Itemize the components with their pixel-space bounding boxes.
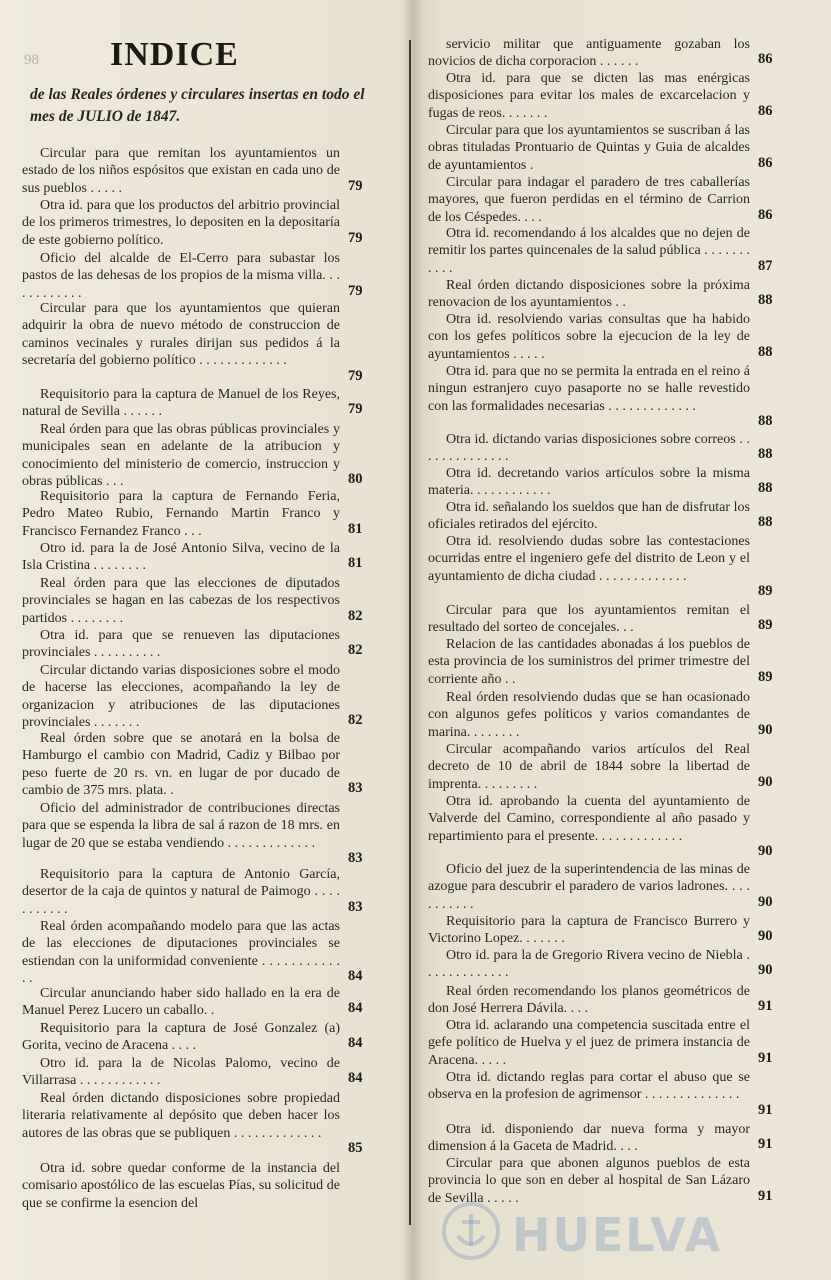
right-page-number: 86 (758, 102, 773, 119)
left-page-number: 79 (348, 367, 363, 384)
right-page-number: 90 (758, 928, 773, 945)
right-page-number: 89 (758, 668, 773, 685)
right-entry: Circular para que los ayuntamientos se suscriban á las obras tituladas Prontuario de Quintas y Guia de alcaldes de ayuntamientos . (428, 123, 750, 173)
left-page-number: 81 (348, 555, 363, 572)
right-page-number: 86 (758, 51, 773, 68)
left-page-number: 84 (348, 1035, 363, 1052)
right-entry: servicio militar que antiguamente gozaban los novicios de dicha corporacion . . . . . . (428, 37, 750, 70)
right-page-number: 90 (758, 773, 773, 790)
right-entry: Circular acompañando varios artículos del Real decreto de 10 de abril de 1844 sobre la libertad de imprenta. . . . . . . . . (428, 742, 750, 792)
right-entry: Oficio del juez de la superintendencia de las minas de azogue para descubrir el paradero de varios ladrones. . . . . . . . . . . (428, 862, 750, 912)
right-entry: Real órden resolviendo dudas que se han ocasionado con algunos gefes políticos y varios comandantes de marina. . . . . . . . (428, 690, 750, 740)
left-page-number: 83 (348, 780, 363, 797)
right-page-number: 90 (758, 962, 773, 979)
right-page-number: 90 (758, 893, 773, 910)
left-entry: Oficio del alcalde de El-Cerro para subastar los pastos de las dehesas de los propios de la misma villa. . . . . . . . . . . . (22, 251, 340, 301)
right-entry: Otra id. resolviendo varias consultas que ha habido con los gefes políticos sobre la ejecucion de la ley de ayuntamientos . . . . . (428, 312, 750, 362)
right-entry: Otra id. dictando reglas para cortar el abuso que se observa en la profesion de agrimensor . . . . . . . . . . . . . . (428, 1070, 750, 1103)
right-entry: Requisitorio para la captura de Francisco Burrero y Victorino Lopez. . . . . . . (428, 914, 750, 947)
right-page-number: 87 (758, 257, 773, 274)
left-page-number: 84 (348, 1070, 363, 1087)
anchor-seal-icon (440, 1200, 502, 1262)
right-entry: Otra id. disponiendo dar nueva forma y mayor dimension á la Gaceta de Madrid. . . . (428, 1122, 750, 1155)
left-entry: Real órden dictando disposiciones sobre propiedad literaria relativamente al depósito que deben hacer los autores de las obras que se publiquen . . . . . . . . . . . . . (22, 1091, 340, 1141)
left-entry: Requisitorio para la captura de Fernando Feria, Pedro Mateo Rubio, Fernando Martin Franco y Francisco Fernandez Franco . . . (22, 489, 340, 539)
left-entry: Requisitorio para la captura de José Gonzalez (a) Gorita, vecino de Aracena . . . . (22, 1021, 340, 1054)
right-entry: Otro id. para la de Gregorio Rivera vecino de Niebla . . . . . . . . . . . . . (428, 948, 750, 981)
left-page-number: 80 (348, 471, 363, 488)
page-subtitle: de las Reales órdenes y circulares insertas en todo el mes de JULIO de 1847. (30, 86, 365, 125)
left-entry: Circular anunciando haber sido hallado en la era de Manuel Perez Lucero un caballo. . (22, 986, 340, 1019)
left-entry: Real órden para que las obras públicas provinciales y municipales sean en adelante de la atribucion y conocimiento del ministerio de comercio, instruccion y obras públicas . . . (22, 422, 340, 490)
left-page-number: 83 (348, 898, 363, 915)
left-page-number: 82 (348, 607, 363, 624)
right-page-number: 90 (758, 721, 773, 738)
right-entry: Otra id. para que se dicten las mas enérgicas disposiciones para evitar los males de excarcelacion y fugas de reos. . . . . . . (428, 71, 750, 121)
left-entry: Otra id. sobre quedar conforme de la instancia del comisario apostólico de las escuelas Pías, su solicitud de que se confirme la esencion del (22, 1161, 340, 1211)
left-entry: Requisitorio para la captura de Manuel de los Reyes, natural de Sevilla . . . . . . (22, 387, 340, 420)
left-page-number: 79 (348, 229, 363, 246)
right-entry: Otra id. señalando los sueldos que han de disfrutar los oficiales retirados del ejército. (428, 500, 750, 533)
left-entry: Real órden sobre que se anotará en la bolsa de Hamburgo el cambio con Madrid, Cadiz y Bilbao por peso fuerte de 20 rs. vn. en lugar de por ducado de cambio de 375 mrs. plata. . (22, 731, 340, 799)
left-entry: Requisitorio para la captura de Antonio García, desertor de la caja de quintos y natural de Paimogo . . . . . . . . . . . (22, 867, 340, 917)
left-page-number: 85 (348, 1140, 363, 1157)
page-gutter (403, 0, 423, 1280)
left-page-number: 79 (348, 401, 363, 418)
right-entry: Circular para que los ayuntamientos remitan el resultado del sorteo de concejales. . . (428, 603, 750, 636)
left-page-number: 82 (348, 642, 363, 659)
left-page-number: 81 (348, 520, 363, 537)
watermark (440, 1200, 770, 1270)
right-page-number: 88 (758, 446, 773, 463)
right-entry: Relacion de las cantidades abonadas á los pueblos de esta provincia de los suministros del primer trimestre del corriente año . . (428, 637, 750, 687)
left-entry: Circular dictando varias disposiciones sobre el modo de hacerse las elecciones, acompañando la ley de organizacion y atribuciones de las diputaciones provinciales . . . . . . . (22, 663, 340, 731)
left-entry: Real órden acompañando modelo para que las actas de las elecciones de diputaciones provinciales se estiendan con la uniformidad conveniente . . . . . . . . . . . . . (22, 919, 340, 987)
left-entry: Otro id. para la de José Antonio Silva, vecino de la Isla Cristina . . . . . . . . (22, 541, 340, 574)
left-page-number: 84 (348, 968, 363, 985)
left-page-number: 84 (348, 1000, 363, 1017)
right-page-number: 88 (758, 480, 773, 497)
right-entry: Otra id. aprobando la cuenta del ayuntamiento de Valverde del Camino, correspondiente al año pasado y repartimiento para el presente. . . . . . . . . . . . . (428, 794, 750, 844)
page-title: INDICE (110, 36, 239, 73)
right-page-number: 88 (758, 413, 773, 430)
column-divider (409, 40, 411, 1225)
right-page-number: 88 (758, 292, 773, 309)
right-entry: Otra id. decretando varios artículos sobre la misma materia. . . . . . . . . . . . (428, 466, 750, 499)
right-page-number: 91 (758, 1101, 773, 1118)
right-page-number: 91 (758, 1187, 773, 1204)
right-entry: Otra id. resolviendo dudas sobre las contestaciones ocurridas entre el ingeniero gefe del distrito de Leon y el ayuntamiento de dicha ciudad . . . . . . . . . . . . . (428, 534, 750, 584)
right-page-number: 88 (758, 514, 773, 531)
right-page-number: 91 (758, 1049, 773, 1066)
right-entry: Otra id. para que no se permita la entrada en el reino á ningun estranjero cuyo pasaporte no se halle revestido con las formalidades necesarias . . . . . . . . . . . . . (428, 364, 750, 414)
left-entry: Real órden para que las elecciones de diputados provinciales se hagan en las cabezas de los respectivos partidos . . . . . . . . (22, 576, 340, 626)
left-page-number: 79 (348, 282, 363, 299)
right-page-number: 90 (758, 843, 773, 860)
page-number: 98 (24, 52, 39, 68)
right-page-number: 89 (758, 583, 773, 600)
right-entry: Circular para que abonen algunos pueblos de esta provincia lo que son en deber al hospital de San Lázaro de Sevilla . . . . . (428, 1156, 750, 1206)
left-entry: Otra id. para que se renueven las diputaciones provinciales . . . . . . . . . . (22, 628, 340, 661)
right-entry: Real órden dictando disposiciones sobre la próxima renovacion de los ayuntamientos . . (428, 278, 750, 311)
right-page-number: 91 (758, 998, 773, 1015)
left-entry: Otra id. para que los productos del arbitrio provincial de los primeros trimestres, lo depositen en la depositaría de este gobierno político. (22, 198, 340, 248)
left-page-number: 82 (348, 712, 363, 729)
watermark-text: HUELVA (512, 1208, 723, 1262)
left-page-number: 83 (348, 850, 363, 867)
left-entry: Circular para que remitan los ayuntamientos un estado de los niños espósitos que existan en cada uno de sus pueblos . . . . . (22, 146, 340, 196)
right-page-number: 88 (758, 343, 773, 360)
right-entry: Otra id. dictando varias disposiciones sobre correos . . . . . . . . . . . . . . (428, 432, 750, 465)
right-page-number: 89 (758, 617, 773, 634)
right-entry: Otra id. recomendando á los alcaldes que no dejen de remitir los partes quincenales de la salud pública . . . . . . . . . . . (428, 226, 750, 276)
right-page-number: 91 (758, 1136, 773, 1153)
right-page-number: 86 (758, 154, 773, 171)
left-entry: Oficio del administrador de contribuciones directas para que se espenda la libra de sal á razon de 18 mrs. en lugar de 20 que se estaba vendiendo . . . . . . . . . . . . . (22, 801, 340, 851)
right-entry: Real órden recomendando los planos geométricos de don José Herrera Dávila. . . . (428, 984, 750, 1017)
right-page-number: 86 (758, 206, 773, 223)
left-page-number: 79 (348, 177, 363, 194)
left-entry: Otro id. para la de Nicolas Palomo, vecino de Villarrasa . . . . . . . . . . . . (22, 1056, 340, 1089)
left-entry: Circular para que los ayuntamientos que quieran adquirir la obra de nuevo método de construccion de caminos vecinales y rurales dirijan sus pedidos á la secretaría del gobierno político . . . . . . . . . . . . . (22, 301, 340, 369)
right-entry: Otra id. aclarando una competencia suscitada entre el gefe político de Huelva y el juez de primera instancia de Aracena. . . . . (428, 1018, 750, 1068)
right-entry: Circular para indagar el paradero de tres caballerías mayores, que fueron perdidas en el término de Carrion de los Céspedes. . . . (428, 175, 750, 225)
